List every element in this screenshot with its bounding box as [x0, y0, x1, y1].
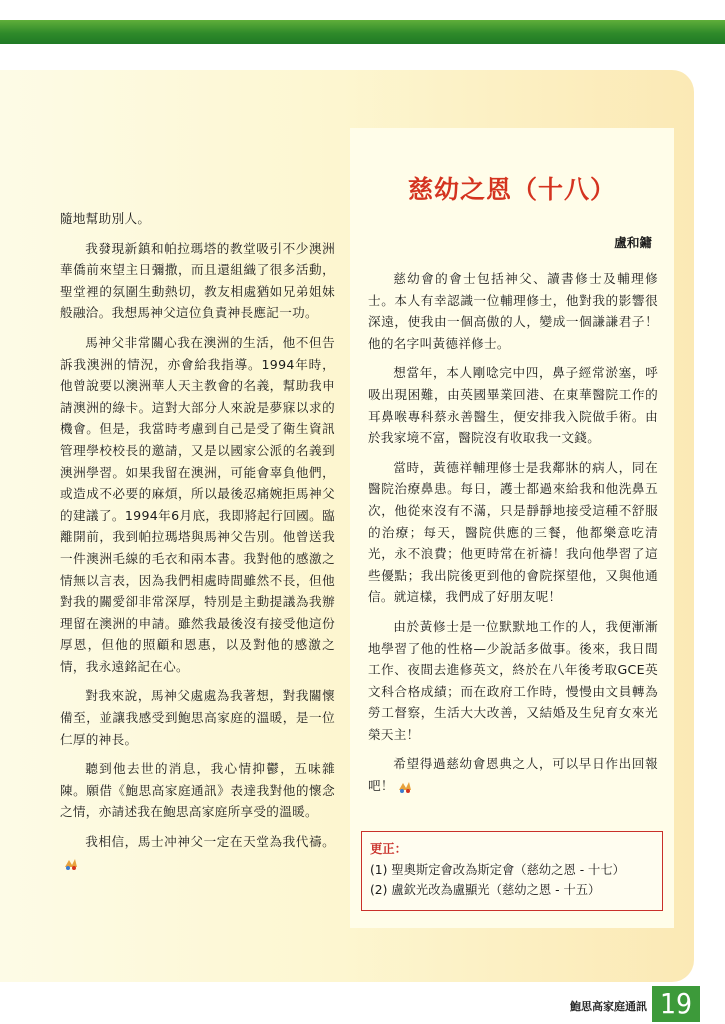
left-column: [60, 208, 335, 882]
ornament-icon: [397, 780, 413, 794]
ornament-icon: [63, 857, 79, 871]
left-paragraph-6-wrap: [60, 831, 335, 874]
correction-line-1: (1) 聖奧斯定會改為斯定會（慈幼之恩 - 十七）: [370, 863, 625, 877]
article-body: [368, 268, 658, 805]
footer-publication-name: 鮑思高家庭通訊: [570, 1000, 647, 1013]
header-green-bar: [0, 20, 725, 44]
left-paragraph-3: 馬神父非常關心我在澳洲的生活，他不但告訴我澳洲的情況，亦會給我指導。1994年時，他曾說要以澳洲華人天主教會的名義，幫助我申請澳洲的綠卡。這對大部分人來說是夢寐以求的機會。但是，我當時考慮到自己是受了衛生資訊管理學校校長的邀請，又是以國家公派的名義到澳洲學習。如果我留在澳洲，可能會辜負他們，或造成不必要的麻煩，所以最後忍痛婉拒馬神父的建議了。1994年6月底，我即將起行回國。臨離開前，我到帕拉瑪塔與馬神父告別。他曾送我一件澳洲毛線的毛衣和兩本書。我對他的感激之情無以言表，因為我們相處時間雖然不長，但他對我的關愛卻非常深厚，特別是主動提議為我辦理留在澳洲的申請。雖然我最後沒有接受他這份厚恩，但他的照顧和恩惠，以及對他的感激之情，我永遠銘記在心。: [60, 334, 335, 674]
left-paragraph-5: 聽到他去世的消息，我心情抑鬱，五味雜陳。願借《鮑思高家庭通訊》表達我對他的懷念之情，亦請述我在鮑思高家庭所享受的溫暖。: [60, 761, 335, 820]
left-paragraph-2: 我發現新鎮和帕拉瑪塔的教堂吸引不少澳洲華僑前來望主日彌撒，而且還組織了很多活動，聖堂裡的氛圍生動熱切，教友相處猶如兄弟姐妹般融洽。我想馬神父這位負責神長應記一功。: [60, 240, 335, 321]
left-paragraph-6: 我相信，馬士冲神父一定在天堂為我代禱。: [85, 834, 335, 850]
article-paragraph-2: 想當年，本人剛唸完中四，鼻子經常淤塞，呼吸出現困難，由英國畢業回港、在東華醫院工作的耳鼻喉專科蔡永善醫生，便安排我入院做手術。由於我家境不富，醫院沒有收取我一文錢。: [368, 365, 658, 446]
article-panel: [350, 128, 674, 928]
correction-title: 更正：: [370, 842, 407, 856]
correction-box: [361, 831, 663, 911]
page-number: 19: [652, 986, 700, 1022]
article-title: 慈幼之恩（十八）: [407, 175, 616, 204]
correction-line-2: (2) 盧欽光改為盧顯光（慈幼之恩 - 十五）: [370, 883, 601, 897]
left-paragraph-4: 對我來說，馬神父處處為我著想，對我關懷備至，並讓我感受到鮑思高家庭的溫暖，是一位仁厚的神長。: [60, 688, 335, 747]
article-paragraph-1: 慈幼會的會士包括神父、讀書修士及輔理修士。本人有幸認識一位輔理修士，他對我的影響很深遠，使我由一個高傲的人，變成一個謙謙君子！他的名字叫黃德祥修士。: [368, 271, 658, 351]
article-paragraph-4: 由於黃修士是一位默默地工作的人，我便漸漸地學習了他的性格—少說話多做事。後來，我日間工作、夜間去進修英文，終於在八年後考取GCE英文科合格成績；而在政府工作時，慢慢由文員轉為勞工督察，生活大大改善，又結婚及生兒育女來光榮天主！: [368, 618, 658, 742]
article-paragraph-5: 希望得過慈幼會恩典之人，可以早日作出回報吧！: [368, 756, 658, 794]
article-author: 盧和鏞: [614, 235, 652, 250]
left-paragraph-1: 隨地幫助別人。: [60, 211, 151, 226]
article-paragraph-3: 當時，黃德祥輔理修士是我鄰牀的病人，同在醫院治療鼻患。每日，護士都過來給我和他洗鼻五次，他從來沒有不滿，只是靜靜地接受這種不舒服的治療；每天，醫院供應的三餐，他都樂意吃清光，永不浪費；他更時常在祈禱！我向他學習了這些優點；我出院後更到他的會院探望他，又與他通信。就這樣，我們成了好朋友呢！: [368, 459, 658, 605]
article-paragraph-5-wrap: [368, 753, 658, 796]
